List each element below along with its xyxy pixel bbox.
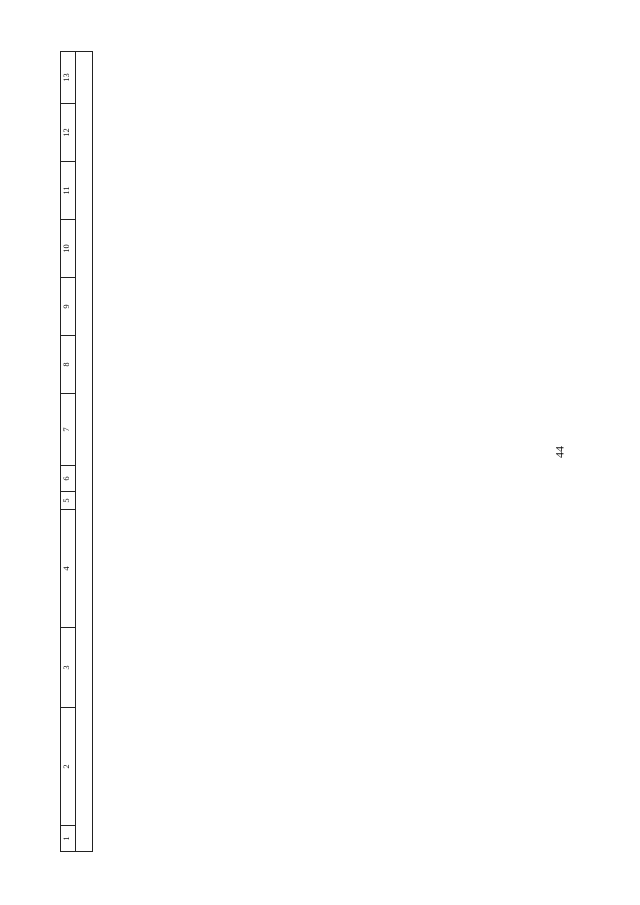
- table-body-placeholder: [76, 52, 93, 852]
- col-11: 11: [61, 162, 76, 220]
- col-13: 13: [61, 52, 76, 104]
- table-body-omitted: [76, 52, 93, 852]
- column-number-row: [61, 52, 76, 852]
- col-10: 10: [61, 220, 76, 278]
- page-number: 44: [552, 446, 567, 458]
- col-8: 8: [61, 336, 76, 394]
- col-12: 12: [61, 104, 76, 162]
- table-rotator: [60, 52, 580, 852]
- col-3: 3: [61, 628, 76, 708]
- col-6: 6: [61, 466, 76, 492]
- col-9: 9: [61, 278, 76, 336]
- col-4: 4: [61, 510, 76, 628]
- col-1: 1: [61, 826, 76, 852]
- col-7: 7: [61, 394, 76, 466]
- col-2: 2: [61, 708, 76, 826]
- col-5: 5: [61, 492, 76, 510]
- budget-table: [60, 51, 93, 852]
